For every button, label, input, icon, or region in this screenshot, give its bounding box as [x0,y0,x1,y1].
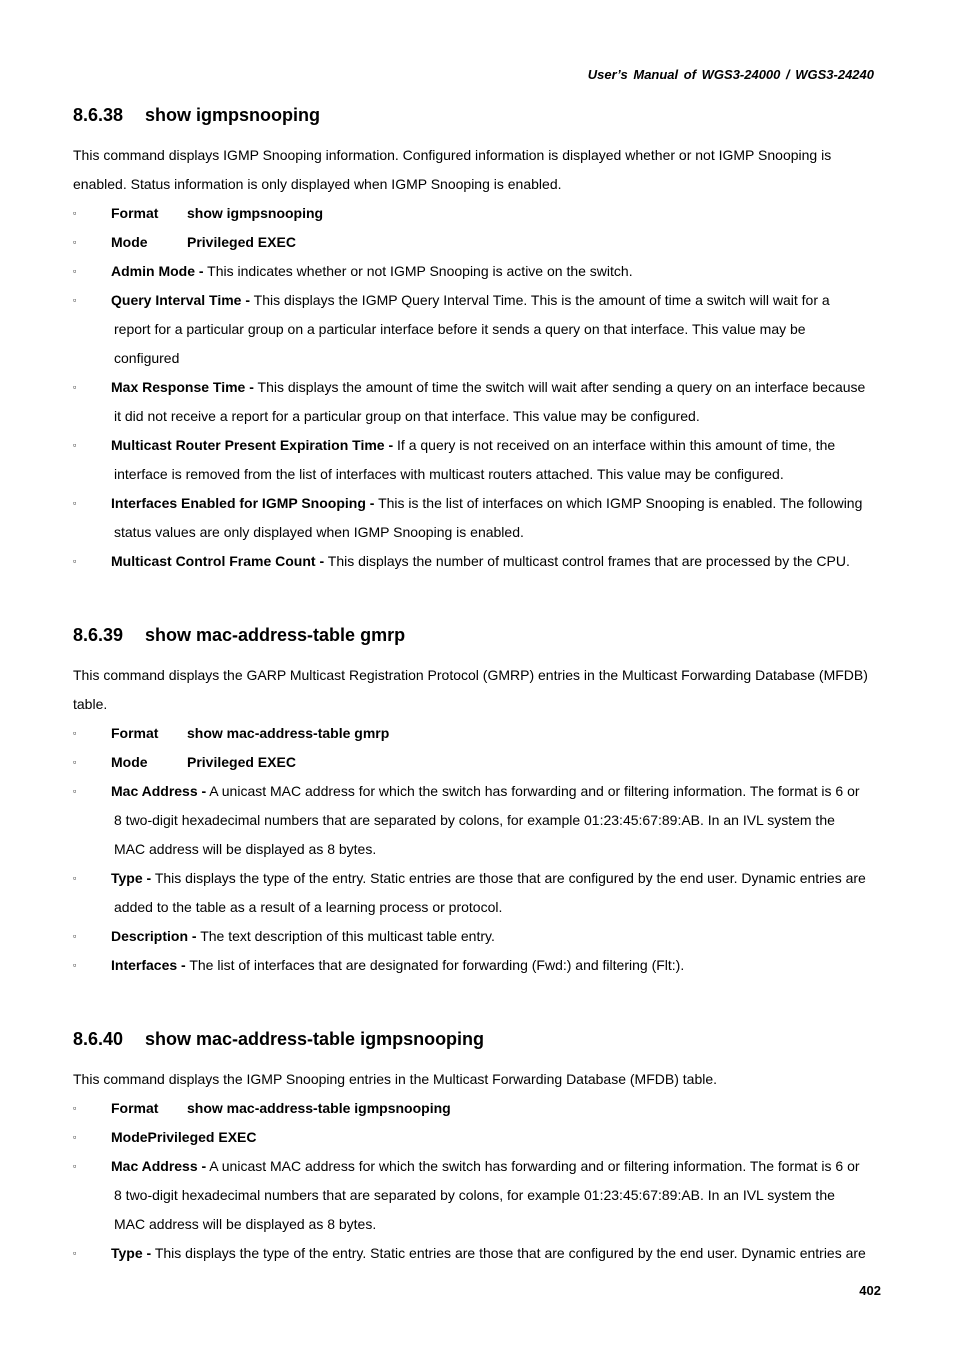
field-label: Description - [111,928,197,944]
bullet-icon: ▫ [73,556,77,566]
mode-value: ModePrivileged EXEC [111,1129,257,1145]
mode-value: Privileged EXEC [187,754,296,770]
bullet-icon: ▫ [73,1132,77,1142]
intro-line: This command displays IGMP Snooping information. Configured information is displayed whether or not IGMP Snooping is [73,147,832,163]
bullet-icon: ▫ [73,786,77,796]
format-label: Format [111,205,159,221]
format-value: show mac-address-table gmrp [187,725,390,741]
bullet-icon: ▫ [73,498,77,508]
field-label: Type - [111,870,152,886]
field-item [73,951,888,980]
intro-line: table. [73,696,108,712]
format-value: show igmpsnooping [187,205,324,221]
field-desc-cont: interface is removed from the list of interfaces with multicast routers attached. This value may be configured. [114,466,784,482]
field-desc: This indicates whether or not IGMP Snooping is active on the switch. [203,263,633,279]
field-desc-cont: status values are only displayed when IGMP Snooping is enabled. [114,524,524,540]
section-number: 8.6.38 [73,105,124,125]
section-number: 8.6.40 [73,1029,124,1049]
bullet-icon: ▫ [73,440,77,450]
field-label: Multicast Router Present Expiration Time - [111,437,394,453]
section-intro [73,141,888,199]
field-desc: The list of interfaces that are designated for forwarding (Fwd:) and filtering (Flt:). [185,957,685,973]
field-label: Multicast Control Frame Count - [111,553,325,569]
field-desc-cont: 8 two-digit hexadecimal numbers that are separated by colons, for example 01:23:45:67:89:AB. In an IVL system the [114,812,835,828]
section-heading [73,1027,888,1051]
section-heading [73,623,888,647]
field-label: Interfaces - [111,957,186,973]
intro-line: enabled. Status information is only displayed when IGMP Snooping is enabled. [73,176,562,192]
field-label: Mac Address - [111,1158,207,1174]
section-intro [73,661,888,719]
field-label: Interfaces Enabled for IGMP Snooping - [111,495,375,511]
bullet-icon: ▫ [73,728,77,738]
bullet-icon: ▫ [73,1248,77,1258]
field-desc: This displays the type of the entry. Static entries are those that are configured by the end user. Dynamic entries are [151,1245,866,1261]
section-number: 8.6.39 [73,625,124,645]
field-label: Max Response Time - [111,379,254,395]
section-show-mac-address-table-gmrp [73,623,888,980]
field-desc-cont: it did not receive a report for a particular group on that interface. This value may be configured. [114,408,700,424]
field-item [73,489,888,547]
field-label: Mac Address - [111,783,207,799]
format-row [73,1094,888,1123]
field-item [73,1152,888,1239]
intro-line: This command displays the IGMP Snooping entries in the Multicast Forwarding Database (MFDB) table. [73,1071,718,1087]
field-desc: The text description of this multicast table entry. [196,928,495,944]
field-item [73,373,888,431]
bullet-icon: ▫ [73,266,77,276]
intro-line: This command displays the GARP Multicast Registration Protocol (GMRP) entries in the Multicast Forwarding Database (MFDB) [73,667,868,683]
field-desc: A unicast MAC address for which the switch has forwarding and or filtering information. The format is 6 or [206,1158,860,1174]
field-item [73,864,888,922]
field-item [73,257,888,286]
field-item [73,777,888,864]
running-header: User’s Manual of WGS3-24000 / WGS3-24240 [587,67,874,82]
section-show-mac-address-table-igmpsnooping [73,1027,888,1268]
field-item [73,1239,888,1268]
page-number: 402 [859,1283,881,1298]
section-show-igmpsnooping [73,103,888,576]
bullet-icon: ▫ [73,960,77,970]
bullet-icon: ▫ [73,382,77,392]
field-desc-cont: MAC address will be displayed as 8 bytes. [114,841,377,857]
section-intro [73,1065,888,1094]
format-label: Format [111,1100,159,1116]
mode-label: Mode [111,234,148,250]
mode-row [73,228,888,257]
field-desc-cont: added to the table as a result of a learning process or protocol. [114,899,503,915]
bullet-icon: ▫ [73,873,77,883]
field-desc: This is the list of interfaces on which IGMP Snooping is enabled. The following [374,495,863,511]
mode-row [73,1123,888,1152]
field-desc: If a query is not received on an interface within this amount of time, the [393,437,836,453]
field-item [73,431,888,489]
field-item [73,922,888,951]
field-desc: This displays the IGMP Query Interval Time. This is the amount of time a switch will wait for a [250,292,830,308]
field-desc: This displays the amount of time the switch will wait after sending a query on an interface because [253,379,866,395]
format-row [73,719,888,748]
field-desc: This displays the type of the entry. Static entries are those that are configured by the end user. Dynamic entries are [151,870,866,886]
field-desc-cont: configured [114,350,180,366]
field-label: Admin Mode - [111,263,204,279]
field-label: Query Interval Time - [111,292,251,308]
section-title: show mac-address-table gmrp [145,625,406,645]
mode-value: Privileged EXEC [187,234,296,250]
bullet-icon: ▫ [73,208,77,218]
mode-label: Mode [111,754,148,770]
bullet-icon: ▫ [73,295,77,305]
field-desc-cont: report for a particular group on a particular interface before it sends a query on that interface. This value may be [114,321,806,337]
field-item [73,286,888,373]
field-desc: A unicast MAC address for which the switch has forwarding and or filtering information. The format is 6 or [206,783,860,799]
field-label: Type - [111,1245,152,1261]
bullet-icon: ▫ [73,757,77,767]
field-desc-cont: MAC address will be displayed as 8 bytes. [114,1216,377,1232]
mode-row [73,748,888,777]
field-item [73,547,888,576]
format-label: Format [111,725,159,741]
section-heading [73,103,888,127]
field-desc-cont: 8 two-digit hexadecimal numbers that are separated by colons, for example 01:23:45:67:89:AB. In an IVL system the [114,1187,835,1203]
section-title: show mac-address-table igmpsnooping [145,1029,485,1049]
bullet-icon: ▫ [73,931,77,941]
bullet-icon: ▫ [73,237,77,247]
bullet-icon: ▫ [73,1103,77,1113]
format-row [73,199,888,228]
field-desc: This displays the number of multicast control frames that are processed by the CPU. [324,553,850,569]
bullet-icon: ▫ [73,1161,77,1171]
format-value: show mac-address-table igmpsnooping [187,1100,451,1116]
section-title: show igmpsnooping [145,105,320,125]
